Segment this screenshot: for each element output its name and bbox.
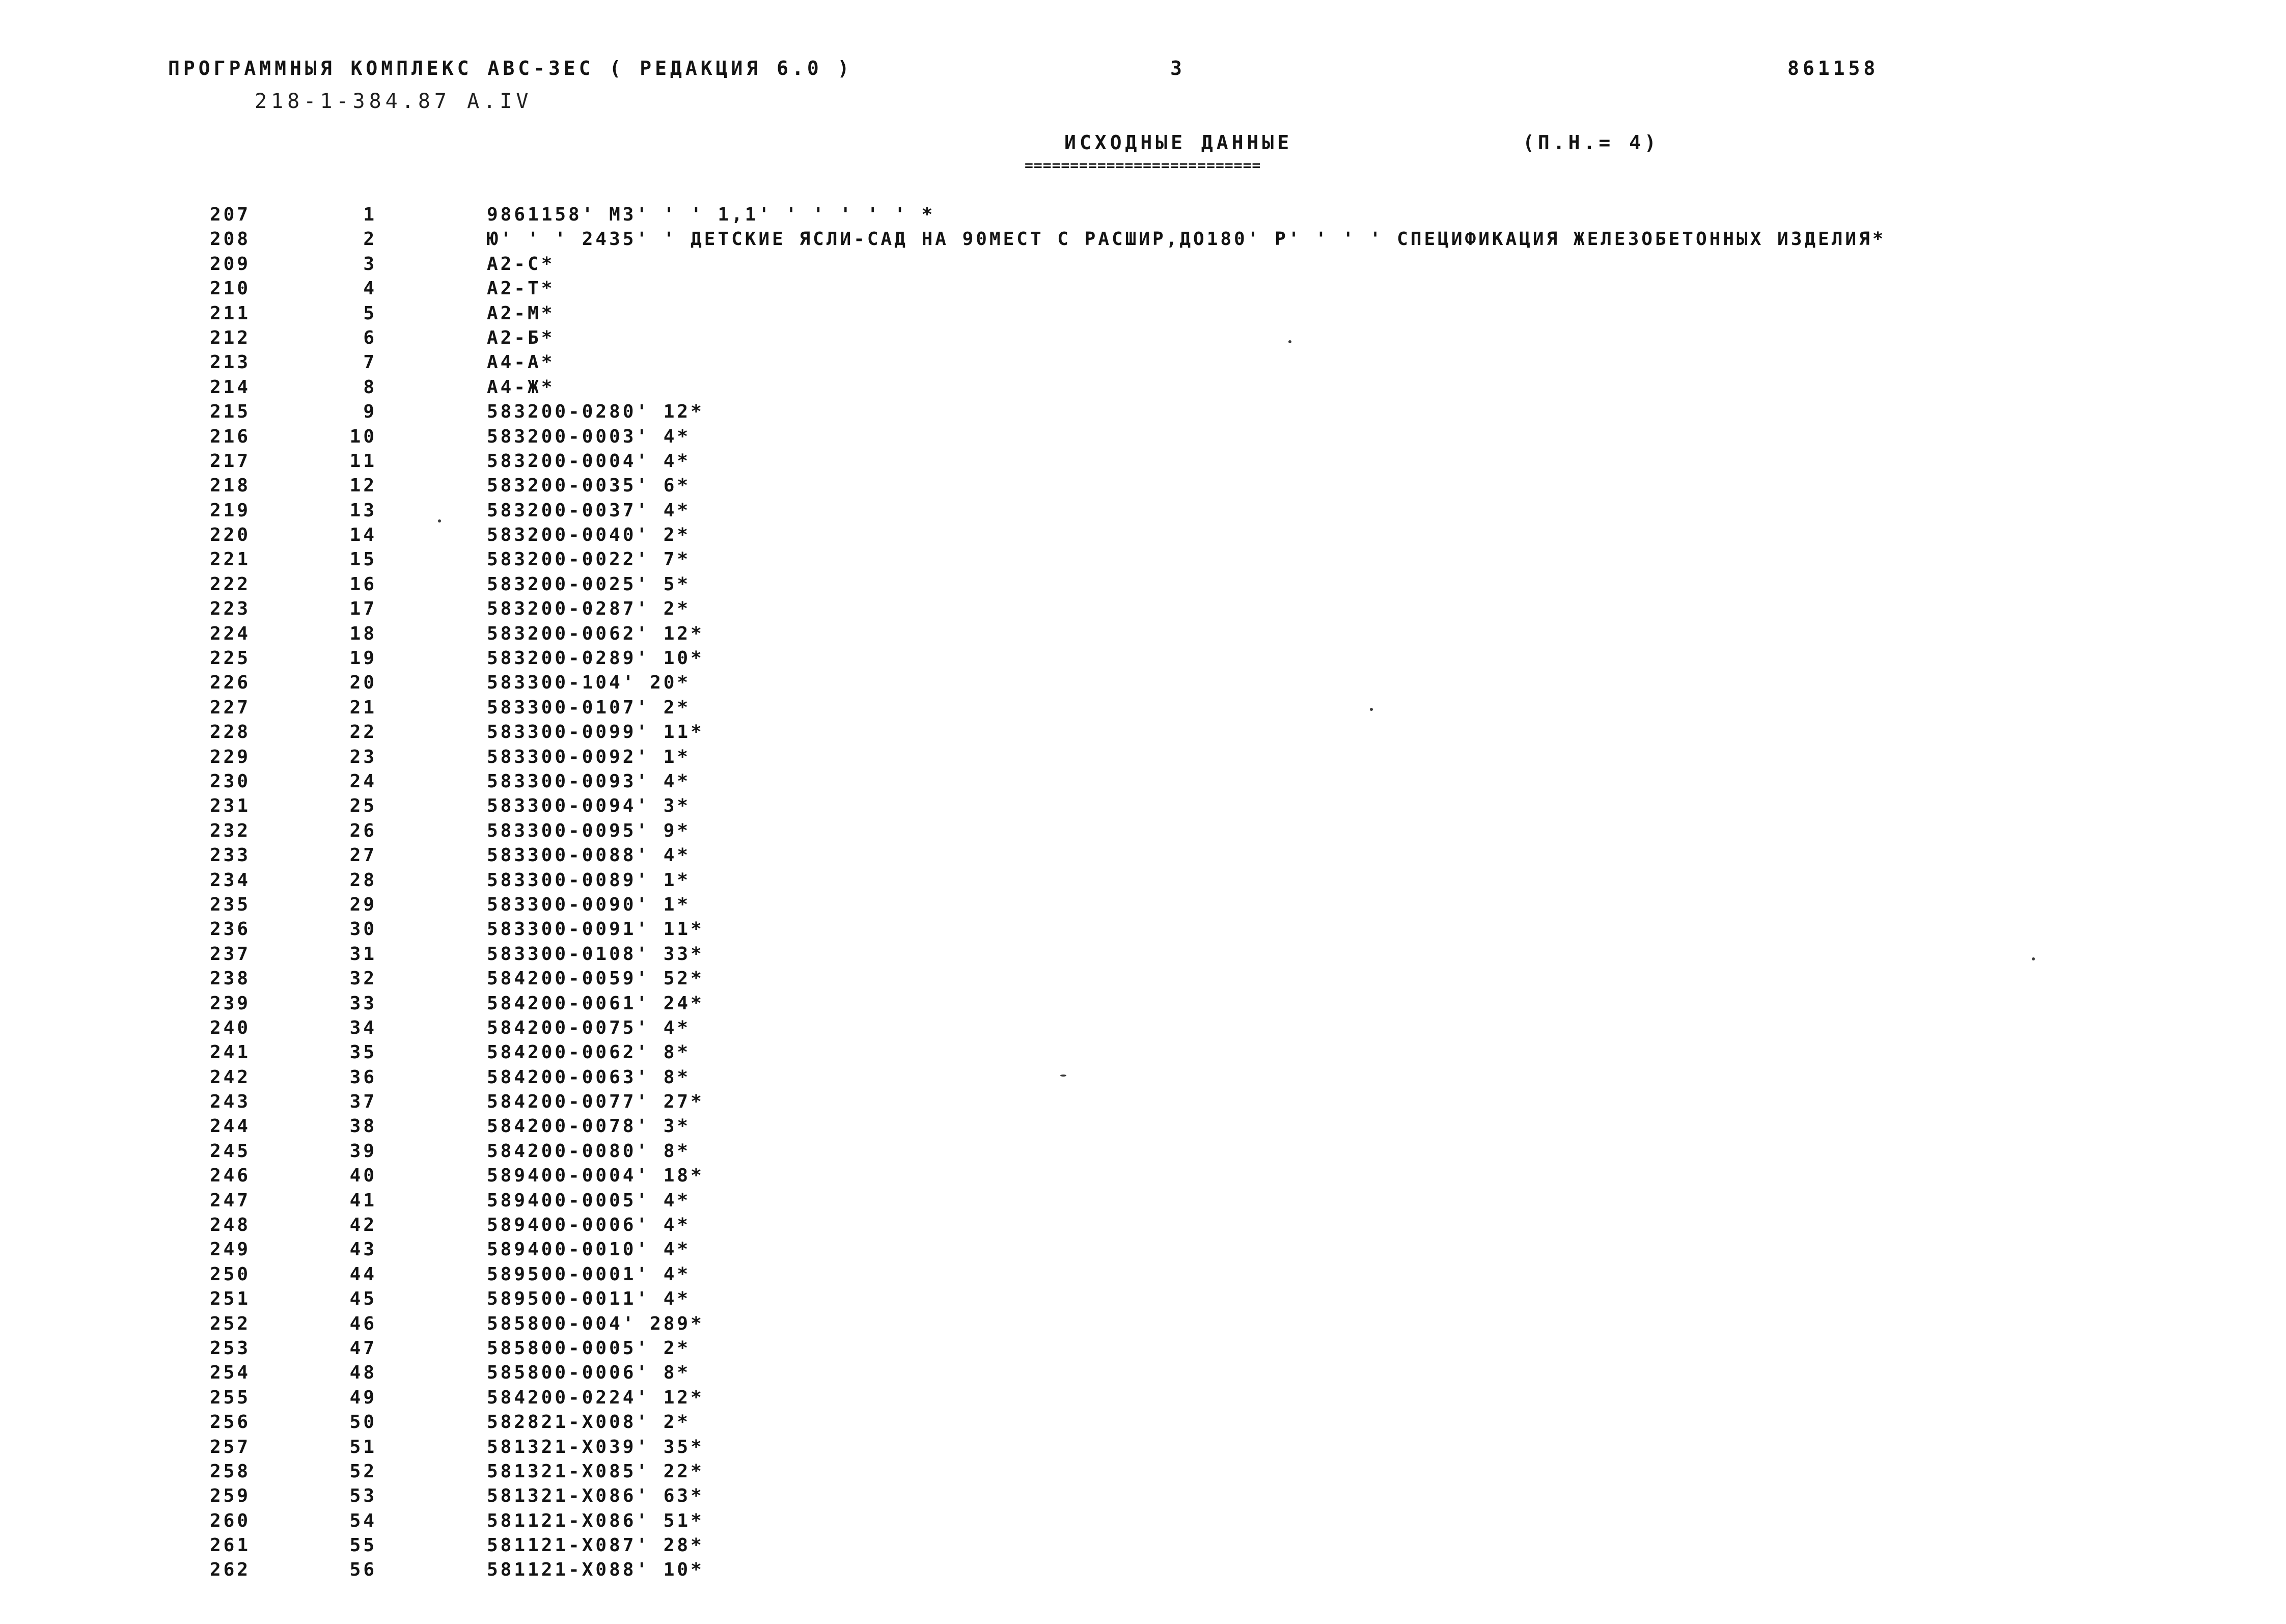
sequence-number: 11	[349, 450, 377, 472]
sequence-number: 37	[349, 1091, 377, 1113]
line-number: 226	[210, 672, 251, 694]
listing-row	[0, 400, 2286, 424]
line-number: 216	[210, 426, 251, 447]
sequence-number: 48	[349, 1362, 377, 1384]
sequence-number: 30	[349, 919, 377, 940]
sequence-number: 53	[349, 1485, 377, 1507]
sequence-number: 26	[349, 820, 377, 841]
record-text: 589400-0006' 4*	[487, 1215, 691, 1236]
line-number: 227	[210, 697, 251, 718]
listing-row	[0, 1016, 2286, 1040]
record-text: 584200-0080' 8*	[487, 1140, 691, 1162]
sequence-number: 47	[349, 1337, 377, 1359]
record-text: 589400-0005' 4*	[487, 1190, 691, 1211]
sequence-number: 50	[349, 1412, 377, 1433]
record-text: 581121-X086' 51*	[487, 1510, 704, 1531]
listing-row	[0, 1336, 2286, 1361]
record-text: 584200-0224' 12*	[487, 1387, 704, 1408]
record-text: 583200-0287' 2*	[487, 598, 691, 620]
listing-row	[0, 1114, 2286, 1139]
listing-row	[0, 1558, 2286, 1582]
record-text: 582821-X008' 2*	[487, 1412, 691, 1433]
record-text: 589500-0011' 4*	[487, 1288, 691, 1310]
line-number: 241	[210, 1042, 251, 1063]
line-number: 207	[210, 204, 251, 225]
line-number: 223	[210, 598, 251, 620]
listing-row	[0, 1287, 2286, 1311]
line-number: 219	[210, 500, 251, 521]
sequence-number: 7	[363, 352, 377, 373]
listing-row	[0, 252, 2286, 277]
sequence-number: 2	[363, 229, 377, 250]
sequence-number: 19	[349, 648, 377, 669]
record-text: А2-М*	[487, 302, 555, 324]
sequence-number: 20	[349, 672, 377, 694]
listing-row	[0, 769, 2286, 794]
listing-row	[0, 499, 2286, 523]
listing-row	[0, 1189, 2286, 1213]
program-title: ПРОГРАММНЫЯ КОМПЛЕКС АВС-3ЕС ( РЕДАКЦИЯ 6.0 )	[168, 57, 853, 79]
line-number: 256	[210, 1412, 251, 1433]
sequence-number: 44	[349, 1263, 377, 1285]
record-text: 583200-0280' 12*	[487, 401, 704, 423]
record-text: 581321-X086' 63*	[487, 1485, 704, 1507]
sequence-number: 25	[349, 795, 377, 817]
record-text: 583200-0289' 10*	[487, 648, 704, 669]
listing-row	[0, 696, 2286, 720]
document-code: 861158	[1787, 57, 1879, 79]
sequence-number: 51	[349, 1436, 377, 1457]
sequence-number: 24	[349, 770, 377, 792]
record-text: 583300-0093' 4*	[487, 770, 691, 792]
record-text: 583300-0090' 1*	[487, 894, 691, 915]
sequence-number: 14	[349, 525, 377, 546]
record-text: 581321-X039' 35*	[487, 1436, 704, 1457]
listing-row	[0, 350, 2286, 375]
record-text: 583200-0022' 7*	[487, 549, 691, 570]
listing-row	[0, 1262, 2286, 1287]
sequence-number: 3	[363, 253, 377, 274]
sequence-number: 35	[349, 1042, 377, 1063]
listing-row	[0, 1361, 2286, 1385]
sequence-number: 40	[349, 1165, 377, 1187]
sequence-number: 15	[349, 549, 377, 570]
line-number: 233	[210, 845, 251, 866]
sequence-number: 55	[349, 1535, 377, 1556]
sequence-number: 38	[349, 1116, 377, 1137]
line-number: 220	[210, 525, 251, 546]
sequence-number: 18	[349, 623, 377, 644]
listing-row	[0, 1509, 2286, 1533]
sequence-number: 54	[349, 1510, 377, 1531]
line-number: 222	[210, 573, 251, 595]
record-text: 581121-X087' 28*	[487, 1535, 704, 1556]
sequence-number: 27	[349, 845, 377, 866]
line-number: 240	[210, 1017, 251, 1038]
listing-row	[0, 597, 2286, 621]
record-text: 584200-0077' 27*	[487, 1091, 704, 1113]
record-text: А2-Б*	[487, 327, 555, 348]
record-text: 583300-0091' 11*	[487, 919, 704, 940]
record-text: 583200-0003' 4*	[487, 426, 691, 447]
line-number: 236	[210, 919, 251, 940]
listing-row	[0, 203, 2286, 227]
line-number: 211	[210, 302, 251, 324]
sequence-number: 13	[349, 500, 377, 521]
listing-row	[0, 819, 2286, 843]
listing-row	[0, 1460, 2286, 1484]
line-number: 262	[210, 1559, 251, 1581]
line-number: 237	[210, 943, 251, 965]
handwritten-reference: 218-1-384.87 A.IV	[255, 90, 533, 113]
line-number: 242	[210, 1066, 251, 1088]
line-number: 235	[210, 894, 251, 915]
print-speck	[1288, 340, 1291, 343]
listing-row	[0, 1435, 2286, 1460]
listing-row	[0, 474, 2286, 498]
record-text: 584200-0061' 24*	[487, 993, 704, 1014]
record-text: А4-Ж*	[487, 376, 555, 398]
sequence-number: 21	[349, 697, 377, 718]
line-number: 251	[210, 1288, 251, 1310]
sequence-number: 17	[349, 598, 377, 620]
listing-row	[0, 745, 2286, 769]
listing-row	[0, 942, 2286, 967]
record-text: 583200-0025' 5*	[487, 573, 691, 595]
sequence-number: 39	[349, 1140, 377, 1162]
listing-row	[0, 893, 2286, 917]
sequence-number: 12	[349, 475, 377, 497]
listing-row	[0, 720, 2286, 745]
line-number: 247	[210, 1190, 251, 1211]
sequence-number: 46	[349, 1313, 377, 1334]
sequence-number: 1	[363, 204, 377, 225]
print-speck	[1370, 708, 1373, 711]
listing-row	[0, 1386, 2286, 1410]
listing-row	[0, 449, 2286, 474]
listing-row	[0, 1213, 2286, 1237]
line-number: 238	[210, 968, 251, 989]
listing-row	[0, 1237, 2286, 1262]
record-text: 583300-0107' 2*	[487, 697, 691, 718]
sequence-number: 33	[349, 993, 377, 1014]
record-text: Ю' ' ' 2435' ' ДЕТСКИЕ ЯСЛИ-САД НА 90МЕСТ С РАСШИР,ДО180' Р' ' ' ' СПЕЦИФИКАЦИЯ ЖЕЛЕЗОБЕТОННЫХ ИЗДЕЛИЯ*	[487, 229, 1886, 250]
record-text: 583300-104' 20*	[487, 672, 691, 694]
listing-row	[0, 671, 2286, 695]
record-text: 584200-0078' 3*	[487, 1116, 691, 1137]
line-number: 250	[210, 1263, 251, 1285]
line-number: 229	[210, 746, 251, 767]
listing-row	[0, 917, 2286, 942]
line-number: 259	[210, 1485, 251, 1507]
record-text: А4-А*	[487, 352, 555, 373]
sequence-number: 29	[349, 894, 377, 915]
line-number: 261	[210, 1535, 251, 1556]
sequence-number: 23	[349, 746, 377, 767]
section-title-underline: ==========================	[1025, 157, 1261, 174]
line-number: 254	[210, 1362, 251, 1384]
sequence-number: 31	[349, 943, 377, 965]
listing-row	[0, 1164, 2286, 1188]
sequence-number: 10	[349, 426, 377, 447]
line-number: 231	[210, 795, 251, 817]
listing-row	[0, 1090, 2286, 1114]
sequence-number: 5	[363, 302, 377, 324]
sequence-number: 41	[349, 1190, 377, 1211]
line-number: 212	[210, 327, 251, 348]
listing-row	[0, 227, 2286, 252]
line-number: 228	[210, 722, 251, 743]
record-text: 584200-0075' 4*	[487, 1017, 691, 1038]
line-number: 260	[210, 1510, 251, 1531]
listing-row	[0, 868, 2286, 893]
record-text: 589400-0010' 4*	[487, 1239, 691, 1260]
record-text: 583300-0089' 1*	[487, 869, 691, 891]
line-number: 221	[210, 549, 251, 570]
listing-row	[0, 1312, 2286, 1336]
record-text: 583300-0095' 9*	[487, 820, 691, 841]
sequence-number: 16	[349, 573, 377, 595]
line-number: 213	[210, 352, 251, 373]
sequence-number: 8	[363, 376, 377, 398]
line-number: 255	[210, 1387, 251, 1408]
line-number: 245	[210, 1140, 251, 1162]
record-text: 585800-0006' 8*	[487, 1362, 691, 1384]
listing-row	[0, 425, 2286, 449]
section-title: ИСХОДНЫЕ ДАННЫЕ	[1064, 131, 1293, 154]
listing-row	[0, 547, 2286, 572]
sequence-number: 45	[349, 1288, 377, 1310]
record-text: 583300-0094' 3*	[487, 795, 691, 817]
record-text: 9861158' МЗ' ' ' 1,1' ' ' ' ' ' *	[487, 204, 935, 225]
listing-row	[0, 646, 2286, 671]
record-text: 581321-X085' 22*	[487, 1461, 704, 1482]
record-text: А2-С*	[487, 253, 555, 274]
sequence-number: 32	[349, 968, 377, 989]
page-number: 3	[1170, 57, 1186, 79]
line-number: 232	[210, 820, 251, 841]
record-text: 583300-0099' 11*	[487, 722, 704, 743]
sequence-number: 43	[349, 1239, 377, 1260]
record-text: 585800-0005' 2*	[487, 1337, 691, 1359]
record-text: 581121-X088' 10*	[487, 1559, 704, 1581]
line-number: 209	[210, 253, 251, 274]
listing-row	[0, 1139, 2286, 1164]
sequence-number: 6	[363, 327, 377, 348]
record-text: 583300-0092' 1*	[487, 746, 691, 767]
listing-row	[0, 572, 2286, 597]
record-text: 589400-0004' 18*	[487, 1165, 704, 1187]
record-text: 589500-0001' 4*	[487, 1263, 691, 1285]
line-number: 249	[210, 1239, 251, 1260]
data-listing	[0, 203, 2286, 1583]
line-number: 234	[210, 869, 251, 891]
line-number: 248	[210, 1215, 251, 1236]
line-number: 214	[210, 376, 251, 398]
listing-row	[0, 277, 2286, 301]
listing-row	[0, 1065, 2286, 1090]
record-text: 583300-0088' 4*	[487, 845, 691, 866]
line-number: 244	[210, 1116, 251, 1137]
listing-row	[0, 992, 2286, 1016]
line-number: 239	[210, 993, 251, 1014]
print-speck	[2032, 957, 2035, 960]
sequence-number: 28	[349, 869, 377, 891]
record-text: А2-Т*	[487, 278, 555, 299]
record-text: 583300-0108' 33*	[487, 943, 704, 965]
listing-row	[0, 794, 2286, 818]
sequence-number: 9	[363, 401, 377, 423]
line-number: 215	[210, 401, 251, 423]
line-number: 210	[210, 278, 251, 299]
line-number: 257	[210, 1436, 251, 1457]
listing-row	[0, 1533, 2286, 1558]
sequence-number: 49	[349, 1387, 377, 1408]
listing-row	[0, 622, 2286, 646]
listing-row	[0, 1040, 2286, 1065]
print-speck	[1060, 1075, 1066, 1077]
sequence-number: 42	[349, 1215, 377, 1236]
record-text: 585800-004' 289*	[487, 1313, 704, 1334]
line-number: 253	[210, 1337, 251, 1359]
record-text: 583200-0040' 2*	[487, 525, 691, 546]
line-number: 246	[210, 1165, 251, 1187]
line-number: 208	[210, 229, 251, 250]
sequence-number: 4	[363, 278, 377, 299]
listing-row	[0, 967, 2286, 991]
sequence-number: 52	[349, 1461, 377, 1482]
listing-row	[0, 1484, 2286, 1508]
print-speck	[438, 519, 441, 522]
record-text: 584200-0063' 8*	[487, 1066, 691, 1088]
line-number: 217	[210, 450, 251, 472]
record-text: 583200-0037' 4*	[487, 500, 691, 521]
sequence-number: 22	[349, 722, 377, 743]
line-number: 258	[210, 1461, 251, 1482]
line-number: 230	[210, 770, 251, 792]
listing-row	[0, 523, 2286, 547]
listing-row	[0, 301, 2286, 326]
record-text: 583200-0062' 12*	[487, 623, 704, 644]
listing-row	[0, 1410, 2286, 1435]
line-number: 224	[210, 623, 251, 644]
record-text: 583200-0004' 4*	[487, 450, 691, 472]
record-text: 583200-0035' 6*	[487, 475, 691, 497]
line-number: 225	[210, 648, 251, 669]
sequence-number: 36	[349, 1066, 377, 1088]
section-parameter: (П.Н.= 4)	[1523, 131, 1660, 154]
line-number: 218	[210, 475, 251, 497]
record-text: 584200-0062' 8*	[487, 1042, 691, 1063]
sequence-number: 56	[349, 1559, 377, 1581]
line-number: 252	[210, 1313, 251, 1334]
listing-row	[0, 326, 2286, 350]
listing-row	[0, 843, 2286, 868]
record-text: 584200-0059' 52*	[487, 968, 704, 989]
listing-row	[0, 375, 2286, 400]
line-number: 243	[210, 1091, 251, 1113]
sequence-number: 34	[349, 1017, 377, 1038]
